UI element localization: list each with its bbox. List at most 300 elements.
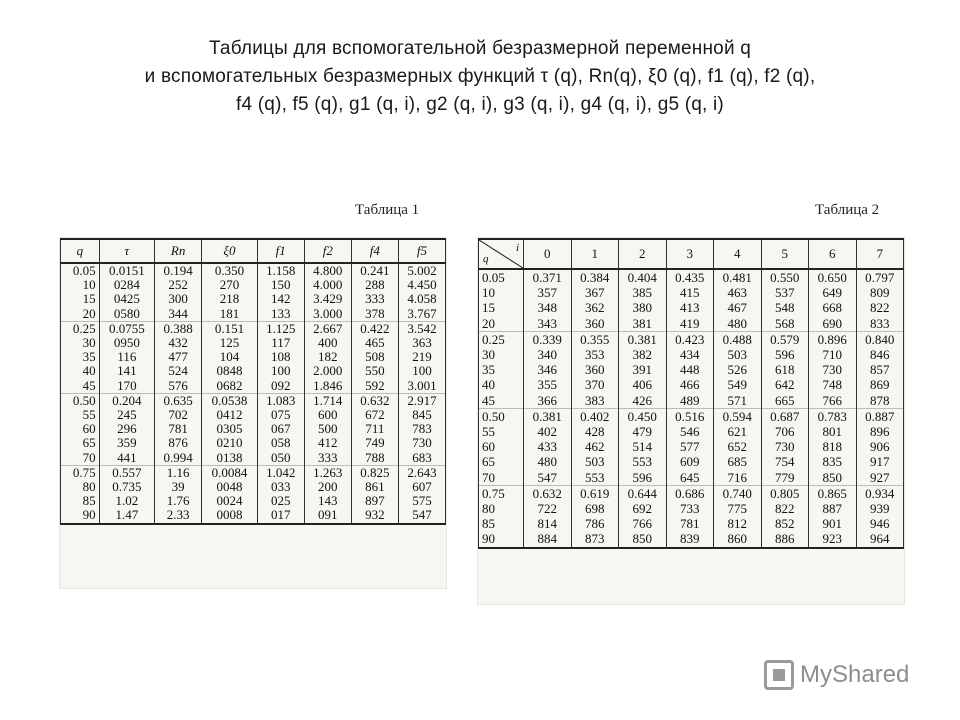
- value-cell: 642: [761, 377, 809, 392]
- table-row: [479, 316, 904, 332]
- value-cell: 0024: [202, 494, 258, 508]
- value-cell: 0.994: [155, 451, 202, 466]
- value-cell: 886: [761, 531, 809, 547]
- value-cell: 2.000: [304, 364, 351, 378]
- value-cell: 939: [856, 501, 904, 516]
- value-cell: 300: [155, 292, 202, 306]
- value-cell: 683: [398, 451, 445, 466]
- value-cell: 344: [155, 307, 202, 322]
- value-cell: 104: [202, 350, 258, 364]
- q-cell: 40: [61, 364, 100, 378]
- value-cell: 434: [666, 347, 714, 362]
- table2-corner-cell: [479, 239, 524, 269]
- table2: [478, 238, 904, 549]
- value-cell: 860: [714, 531, 762, 547]
- t2-header-0: 0: [524, 239, 572, 269]
- q-cell: 45: [61, 379, 100, 394]
- value-cell: 0.632: [524, 485, 572, 501]
- value-cell: 0.350: [202, 263, 258, 278]
- value-cell: 514: [619, 439, 667, 454]
- value-cell: 402: [524, 424, 572, 439]
- value-cell: 690: [809, 316, 857, 332]
- value-cell: 786: [571, 516, 619, 531]
- value-cell: 801: [809, 424, 857, 439]
- value-cell: 692: [619, 501, 667, 516]
- value-cell: 412: [304, 436, 351, 450]
- value-cell: 0008: [202, 508, 258, 523]
- t2-header-2: 2: [619, 239, 667, 269]
- value-cell: 775: [714, 501, 762, 516]
- table-row: [479, 531, 904, 547]
- value-cell: 0.735: [99, 480, 155, 494]
- title-line-2: и вспомогательных безразмерных функций τ (q), Rn(q), ξ0 (q), f1 (q), f2 (q),: [144, 66, 816, 87]
- value-cell: 927: [856, 470, 904, 486]
- value-cell: 711: [351, 422, 398, 436]
- value-cell: 428: [571, 424, 619, 439]
- table-row: [61, 263, 446, 278]
- value-cell: 0.550: [761, 269, 809, 285]
- table-row: [479, 285, 904, 300]
- table-row: [61, 278, 446, 292]
- q-cell: 55: [479, 424, 524, 439]
- value-cell: 0.423: [666, 331, 714, 347]
- table-row: [61, 422, 446, 436]
- corner-q-label: q: [483, 252, 489, 265]
- t2-header-5: 5: [761, 239, 809, 269]
- value-cell: 0.619: [571, 485, 619, 501]
- value-cell: 400: [304, 336, 351, 350]
- q-cell: 0.25: [479, 331, 524, 347]
- value-cell: 033: [257, 480, 304, 494]
- table-row: [61, 480, 446, 494]
- value-cell: 548: [761, 300, 809, 315]
- value-cell: 0.644: [619, 485, 667, 501]
- logo-mark-icon: [764, 660, 794, 690]
- value-cell: 0.797: [856, 269, 904, 285]
- q-cell: 85: [61, 494, 100, 508]
- q-cell: 90: [61, 508, 100, 523]
- value-cell: 906: [856, 439, 904, 454]
- value-cell: 537: [761, 285, 809, 300]
- value-cell: 649: [809, 285, 857, 300]
- value-cell: 722: [524, 501, 572, 516]
- value-cell: 0.632: [351, 393, 398, 408]
- q-cell: 15: [61, 292, 100, 306]
- value-cell: 781: [155, 422, 202, 436]
- value-cell: 547: [524, 470, 572, 486]
- value-cell: 553: [619, 454, 667, 469]
- q-cell: 10: [61, 278, 100, 292]
- value-cell: 0.579: [761, 331, 809, 347]
- value-cell: 219: [398, 350, 445, 364]
- value-cell: 596: [619, 470, 667, 486]
- value-cell: 0.650: [809, 269, 857, 285]
- value-cell: 508: [351, 350, 398, 364]
- value-cell: 766: [619, 516, 667, 531]
- value-cell: 577: [666, 439, 714, 454]
- q-cell: 0.50: [61, 393, 100, 408]
- value-cell: 1.714: [304, 393, 351, 408]
- value-cell: 672: [351, 408, 398, 422]
- value-cell: 730: [761, 439, 809, 454]
- value-cell: 779: [761, 470, 809, 486]
- value-cell: 0.422: [351, 321, 398, 336]
- value-cell: 749: [351, 436, 398, 450]
- value-cell: 783: [398, 422, 445, 436]
- value-cell: 5.002: [398, 263, 445, 278]
- value-cell: 340: [524, 347, 572, 362]
- t2-header-7: 7: [856, 239, 904, 269]
- table-row: [479, 485, 904, 501]
- value-cell: 0.686: [666, 485, 714, 501]
- value-cell: 526: [714, 362, 762, 377]
- value-cell: 0.241: [351, 263, 398, 278]
- value-cell: 0048: [202, 480, 258, 494]
- value-cell: 381: [619, 316, 667, 332]
- value-cell: 2.33: [155, 508, 202, 523]
- value-cell: 0412: [202, 408, 258, 422]
- value-cell: 0.805: [761, 485, 809, 501]
- value-cell: 652: [714, 439, 762, 454]
- value-cell: 1.158: [257, 263, 304, 278]
- value-cell: 1.263: [304, 465, 351, 480]
- value-cell: 406: [619, 377, 667, 392]
- value-cell: 360: [571, 362, 619, 377]
- table-row: [479, 331, 904, 347]
- value-cell: 0.384: [571, 269, 619, 285]
- table-row: [479, 408, 904, 424]
- value-cell: 702: [155, 408, 202, 422]
- value-cell: 748: [809, 377, 857, 392]
- value-cell: 845: [398, 408, 445, 422]
- value-cell: 0.687: [761, 408, 809, 424]
- value-cell: 0.488: [714, 331, 762, 347]
- value-cell: 117: [257, 336, 304, 350]
- value-cell: 181: [202, 307, 258, 322]
- value-cell: 781: [666, 516, 714, 531]
- value-cell: 391: [619, 362, 667, 377]
- value-cell: 116: [99, 350, 155, 364]
- value-cell: 353: [571, 347, 619, 362]
- value-cell: 296: [99, 422, 155, 436]
- q-cell: 0.25: [61, 321, 100, 336]
- q-cell: 70: [61, 451, 100, 466]
- q-cell: 40: [479, 377, 524, 392]
- value-cell: 141: [99, 364, 155, 378]
- value-cell: 2.917: [398, 393, 445, 408]
- value-cell: 1.042: [257, 465, 304, 480]
- q-cell: 55: [61, 408, 100, 422]
- value-cell: 0.887: [856, 408, 904, 424]
- q-cell: 0.05: [479, 269, 524, 285]
- value-cell: 2.643: [398, 465, 445, 480]
- value-cell: 0.783: [809, 408, 857, 424]
- value-cell: 362: [571, 300, 619, 315]
- t1-header-1: τ: [99, 239, 155, 263]
- table-row: [479, 501, 904, 516]
- value-cell: 668: [809, 300, 857, 315]
- value-cell: 0.840: [856, 331, 904, 347]
- value-cell: 0.865: [809, 485, 857, 501]
- table-row: [479, 439, 904, 454]
- value-cell: 170: [99, 379, 155, 394]
- value-cell: 869: [856, 377, 904, 392]
- logo-text: MyShared: [800, 661, 910, 688]
- t2-header-1: 1: [571, 239, 619, 269]
- t1-header-2: Rn: [155, 239, 202, 263]
- table-row: [479, 424, 904, 439]
- value-cell: 553: [571, 470, 619, 486]
- value-cell: 0138: [202, 451, 258, 466]
- value-cell: 100: [257, 364, 304, 378]
- value-cell: 432: [155, 336, 202, 350]
- value-cell: 0.194: [155, 263, 202, 278]
- value-cell: 058: [257, 436, 304, 450]
- value-cell: 0.0084: [202, 465, 258, 480]
- value-cell: 348: [524, 300, 572, 315]
- value-cell: 100: [398, 364, 445, 378]
- table-row: [61, 379, 446, 394]
- value-cell: 685: [714, 454, 762, 469]
- value-cell: 489: [666, 393, 714, 409]
- value-cell: 252: [155, 278, 202, 292]
- value-cell: 067: [257, 422, 304, 436]
- corner-i-label: i: [515, 242, 519, 254]
- value-cell: 480: [524, 454, 572, 469]
- value-cell: 333: [351, 292, 398, 306]
- value-cell: 887: [809, 501, 857, 516]
- table-row: [479, 470, 904, 486]
- value-cell: 3.767: [398, 307, 445, 322]
- t2-header-6: 6: [809, 239, 857, 269]
- value-cell: 618: [761, 362, 809, 377]
- value-cell: 698: [571, 501, 619, 516]
- value-cell: 0.740: [714, 485, 762, 501]
- value-cell: 050: [257, 451, 304, 466]
- value-cell: 3.429: [304, 292, 351, 306]
- value-cell: 710: [809, 347, 857, 362]
- title-line-3: f4 (q), f5 (q), g1 (q, i), g2 (q, i), g3 (q, i), g4 (q, i), g5 (q, i): [236, 94, 724, 115]
- table-row: [61, 292, 446, 306]
- value-cell: 550: [351, 364, 398, 378]
- value-cell: 477: [155, 350, 202, 364]
- value-cell: 876: [155, 436, 202, 450]
- title-line-1: Таблицы для вспомогательной безразмерной переменной q: [208, 38, 752, 59]
- table-row: [61, 451, 446, 466]
- table-row: [61, 336, 446, 350]
- table-row: [479, 269, 904, 285]
- value-cell: 814: [524, 516, 572, 531]
- value-cell: 0.388: [155, 321, 202, 336]
- value-cell: 1.76: [155, 494, 202, 508]
- table-row: [479, 454, 904, 469]
- value-cell: 4.450: [398, 278, 445, 292]
- value-cell: 346: [524, 362, 572, 377]
- value-cell: 835: [809, 454, 857, 469]
- value-cell: 0848: [202, 364, 258, 378]
- q-cell: 30: [479, 347, 524, 362]
- value-cell: 0.435: [666, 269, 714, 285]
- value-cell: 0210: [202, 436, 258, 450]
- value-cell: 549: [714, 377, 762, 392]
- value-cell: 716: [714, 470, 762, 486]
- value-cell: 503: [571, 454, 619, 469]
- value-cell: 568: [761, 316, 809, 332]
- value-cell: 092: [257, 379, 304, 394]
- value-cell: 245: [99, 408, 155, 422]
- value-cell: 433: [524, 439, 572, 454]
- value-cell: 607: [398, 480, 445, 494]
- value-cell: 462: [571, 439, 619, 454]
- value-cell: 609: [666, 454, 714, 469]
- value-cell: 861: [351, 480, 398, 494]
- q-cell: 60: [479, 439, 524, 454]
- q-cell: 90: [479, 531, 524, 547]
- value-cell: 017: [257, 508, 304, 523]
- value-cell: 270: [202, 278, 258, 292]
- table2-caption: Таблица 2: [815, 202, 880, 218]
- q-cell: 20: [61, 307, 100, 322]
- value-cell: 621: [714, 424, 762, 439]
- t1-header-3: ξ0: [202, 239, 258, 263]
- value-cell: 730: [809, 362, 857, 377]
- value-cell: 809: [856, 285, 904, 300]
- value-cell: 480: [714, 316, 762, 332]
- value-cell: 383: [571, 393, 619, 409]
- value-cell: 0.404: [619, 269, 667, 285]
- value-cell: 0.557: [99, 465, 155, 480]
- value-cell: 0.0755: [99, 321, 155, 336]
- table-row: [61, 350, 446, 364]
- value-cell: 0.355: [571, 331, 619, 347]
- value-cell: 463: [714, 285, 762, 300]
- value-cell: 571: [714, 393, 762, 409]
- table1: [60, 238, 446, 525]
- value-cell: 1.16: [155, 465, 202, 480]
- value-cell: 0.402: [571, 408, 619, 424]
- value-cell: 0.934: [856, 485, 904, 501]
- value-cell: 0284: [99, 278, 155, 292]
- q-cell: 35: [479, 362, 524, 377]
- value-cell: 133: [257, 307, 304, 322]
- value-cell: 143: [304, 494, 351, 508]
- value-cell: 0.151: [202, 321, 258, 336]
- q-cell: 65: [61, 436, 100, 450]
- value-cell: 923: [809, 531, 857, 547]
- value-cell: 822: [761, 501, 809, 516]
- value-cell: 3.001: [398, 379, 445, 394]
- value-cell: 0.204: [99, 393, 155, 408]
- q-cell: 35: [61, 350, 100, 364]
- value-cell: 465: [351, 336, 398, 350]
- value-cell: 0580: [99, 307, 155, 322]
- q-cell: 30: [61, 336, 100, 350]
- value-cell: 754: [761, 454, 809, 469]
- value-cell: 075: [257, 408, 304, 422]
- value-cell: 547: [398, 508, 445, 523]
- table-row: [479, 362, 904, 377]
- value-cell: 363: [398, 336, 445, 350]
- value-cell: 901: [809, 516, 857, 531]
- value-cell: 0682: [202, 379, 258, 394]
- value-cell: 857: [856, 362, 904, 377]
- value-cell: 818: [809, 439, 857, 454]
- value-cell: 822: [856, 300, 904, 315]
- value-cell: 0.0151: [99, 263, 155, 278]
- table2-scan: [478, 238, 904, 604]
- value-cell: 850: [809, 470, 857, 486]
- value-cell: 0.381: [524, 408, 572, 424]
- value-cell: 0.635: [155, 393, 202, 408]
- value-cell: 706: [761, 424, 809, 439]
- t2-header-3: 3: [666, 239, 714, 269]
- table-row: [61, 321, 446, 336]
- value-cell: 766: [809, 393, 857, 409]
- value-cell: 125: [202, 336, 258, 350]
- value-cell: 788: [351, 451, 398, 466]
- value-cell: 917: [856, 454, 904, 469]
- value-cell: 600: [304, 408, 351, 422]
- q-cell: 65: [479, 454, 524, 469]
- table-row: [479, 300, 904, 315]
- table-row: [61, 494, 446, 508]
- value-cell: 150: [257, 278, 304, 292]
- q-cell: 10: [479, 285, 524, 300]
- value-cell: 1.083: [257, 393, 304, 408]
- table-row: [61, 307, 446, 322]
- value-cell: 884: [524, 531, 572, 547]
- value-cell: 367: [571, 285, 619, 300]
- value-cell: 878: [856, 393, 904, 409]
- value-cell: 479: [619, 424, 667, 439]
- value-cell: 4.000: [304, 278, 351, 292]
- table-row: [61, 508, 446, 523]
- q-cell: 60: [61, 422, 100, 436]
- q-cell: 0.75: [479, 485, 524, 501]
- table-row: [61, 436, 446, 450]
- value-cell: 852: [761, 516, 809, 531]
- q-cell: 0.05: [61, 263, 100, 278]
- value-cell: 733: [666, 501, 714, 516]
- value-cell: 0.896: [809, 331, 857, 347]
- value-cell: 0425: [99, 292, 155, 306]
- t1-header-7: f5: [398, 239, 445, 263]
- value-cell: 1.02: [99, 494, 155, 508]
- table1-caption: Таблица 1: [355, 202, 420, 218]
- t1-header-4: f1: [257, 239, 304, 263]
- value-cell: 0.339: [524, 331, 572, 347]
- value-cell: 812: [714, 516, 762, 531]
- table-row: [479, 516, 904, 531]
- q-cell: 0.75: [61, 465, 100, 480]
- value-cell: 360: [571, 316, 619, 332]
- value-cell: 0305: [202, 422, 258, 436]
- value-cell: 357: [524, 285, 572, 300]
- value-cell: 0.381: [619, 331, 667, 347]
- value-cell: 897: [351, 494, 398, 508]
- value-cell: 467: [714, 300, 762, 315]
- table-row: [479, 377, 904, 392]
- table-row: [479, 347, 904, 362]
- value-cell: 200: [304, 480, 351, 494]
- value-cell: 448: [666, 362, 714, 377]
- t1-header-6: f4: [351, 239, 398, 263]
- value-cell: 524: [155, 364, 202, 378]
- value-cell: 0.825: [351, 465, 398, 480]
- value-cell: 592: [351, 379, 398, 394]
- table1-scan: [60, 238, 446, 588]
- value-cell: 0.516: [666, 408, 714, 424]
